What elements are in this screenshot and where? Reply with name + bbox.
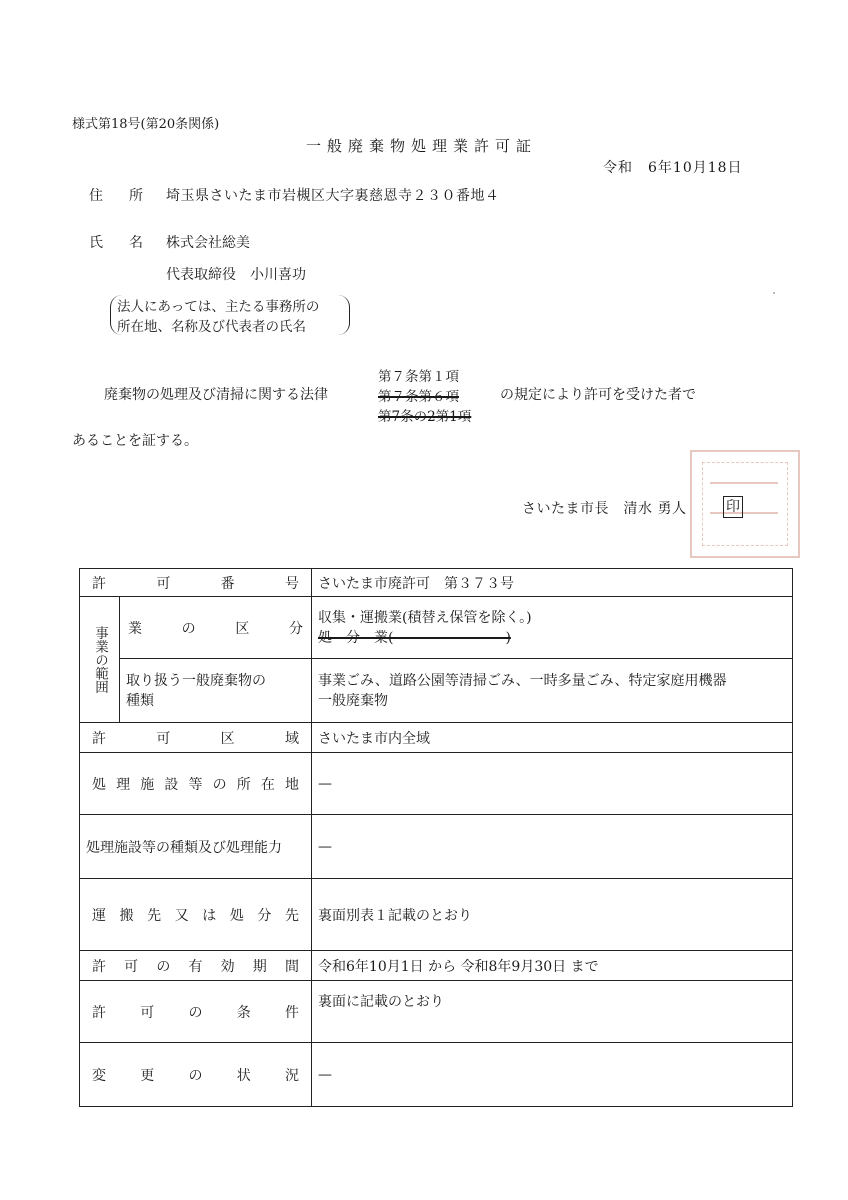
validity-value: 令和6年10月1日 から 令和8年9月30日 まで (312, 951, 793, 981)
waste-types-value (312, 659, 793, 723)
label-char: の (181, 620, 196, 637)
conditions-label (80, 981, 312, 1043)
label-char: 先 (284, 907, 299, 924)
area-value: さいたま市内全域 (312, 723, 793, 753)
corporate-note-line2: 所在地、名称及び代表者の氏名 (117, 319, 306, 335)
waste-types-label-1: 取り扱う一般廃棄物の (126, 672, 266, 689)
seal-mark: 印 (723, 496, 743, 518)
table-row (80, 981, 793, 1043)
facility-location-label (80, 753, 312, 815)
label-char: 間 (284, 958, 299, 975)
scope-label-text: 事業の範囲 (92, 625, 108, 694)
label-char: は (202, 907, 217, 924)
official-seal-stamp (690, 450, 800, 558)
table-row (80, 723, 793, 753)
label-char: 区 (235, 620, 250, 637)
table-row (80, 951, 793, 981)
label-char: 件 (285, 1004, 299, 1021)
article-selected: 第７条第１項 (378, 369, 459, 385)
business-type-label (120, 597, 312, 659)
waste-types-label (120, 659, 312, 723)
scope-label (80, 597, 120, 723)
article-struck-1: 第７条第６項 (378, 389, 459, 405)
label-char: 分 (257, 907, 272, 924)
business-type-selected: 収集・運搬業(積替え保管を除く。) (318, 609, 532, 626)
label-char: 設 (164, 776, 179, 793)
conditions-value: 裏面に記載のとおり (312, 981, 793, 1043)
label-char: 搬 (119, 907, 134, 924)
table-row (80, 753, 793, 815)
label-char: 施 (140, 776, 155, 793)
label-char: 可 (140, 1004, 155, 1021)
changes-label (80, 1043, 312, 1107)
waste-types-label-2: 種類 (126, 692, 154, 709)
mayor-name: さいたま市長 清水 勇人 (522, 501, 687, 517)
label-char: 先 (147, 907, 162, 924)
area-label (80, 723, 312, 753)
label-char: 理 (116, 776, 131, 793)
label-char: の (156, 958, 171, 975)
label-char: 更 (140, 1067, 155, 1084)
label-char: 地 (285, 776, 299, 793)
label-char: 可 (124, 958, 139, 975)
spread-label (86, 905, 305, 925)
label-char: 号 (284, 575, 299, 592)
label-char: 番 (220, 575, 235, 592)
spread-label (126, 618, 305, 638)
address-value: 埼玉県さいたま市岩槻区大字裏慈恩寺２３０番地４ (166, 188, 500, 204)
address-label: 住所 (89, 188, 169, 204)
document-title: 一般廃棄物処理業許可証 (306, 137, 538, 155)
article-struck-2: 第7条の2第1項 (378, 409, 472, 425)
label-char: 業 (128, 620, 142, 637)
label-char: 況 (285, 1067, 299, 1084)
facility-location-value: — (312, 753, 793, 815)
destination-label (80, 879, 312, 951)
label-char: 有 (188, 958, 203, 975)
business-type-struck: 処 分 業( ) (318, 629, 511, 646)
label-char: 又 (174, 907, 189, 924)
label-char: の (188, 1004, 203, 1021)
table-row (80, 569, 793, 597)
waste-types-value-2: 一般廃棄物 (318, 692, 388, 709)
spread-label (86, 774, 305, 794)
permit-number-value: さいたま市廃許可 第３７３号 (312, 569, 793, 597)
name-label: 氏名 (89, 235, 169, 251)
facility-type-label: 処理施設等の種類及び処理能力 (80, 815, 312, 879)
label-char: 許 (92, 958, 106, 975)
form-number: 様式第18号(第20条関係) (72, 117, 220, 132)
facility-type-value: — (312, 815, 793, 879)
label-char: 状 (236, 1067, 251, 1084)
label-char: 条 (236, 1004, 251, 1021)
label-char: 域 (284, 730, 299, 747)
spread-label (86, 728, 305, 748)
law-name: 廃棄物の処理及び清掃に関する法律 (104, 387, 328, 403)
label-char: 許 (92, 575, 106, 592)
label-char: 許 (92, 730, 106, 747)
law-suffix: の規定により許可を受けた者で (500, 387, 696, 403)
label-char: 効 (220, 958, 235, 975)
label-char: 変 (92, 1067, 106, 1084)
certification-text: あることを証する。 (72, 433, 198, 449)
spread-label (86, 573, 305, 593)
label-char: 等 (188, 776, 203, 793)
issue-date: 令和 6年10月18日 (603, 160, 743, 176)
label-char: 許 (92, 1004, 106, 1021)
corporate-note-line1: 法人にあっては、主たる事務所の (117, 299, 320, 315)
representative: 代表取締役 小川喜功 (166, 267, 306, 283)
label-char: 期 (252, 958, 267, 975)
scan-speck (773, 292, 775, 294)
table-row (80, 659, 793, 723)
permit-number-label (80, 569, 312, 597)
label-char: 運 (92, 907, 106, 924)
table-row (80, 597, 793, 659)
business-type-value (312, 597, 793, 659)
company-name: 株式会社総美 (166, 235, 250, 251)
spread-label (86, 956, 305, 976)
label-char: の (212, 776, 227, 793)
table-row (80, 879, 793, 951)
label-char: の (188, 1067, 203, 1084)
label-char: 処 (92, 776, 106, 793)
permit-details-table (79, 568, 793, 1107)
label-char: 在 (260, 776, 275, 793)
validity-label (80, 951, 312, 981)
label-char: 可 (156, 575, 171, 592)
label-char: 分 (288, 620, 303, 637)
label-char: 処 (229, 907, 244, 924)
label-char: 所 (236, 776, 251, 793)
table-row (80, 1043, 793, 1107)
waste-types-value-1: 事業ごみ、道路公園等清掃ごみ、一時多量ごみ、特定家庭用機器 (318, 672, 727, 689)
table-row (80, 815, 793, 879)
label-char: 可 (156, 730, 171, 747)
label-char: 区 (220, 730, 235, 747)
spread-label (86, 1002, 305, 1022)
changes-value: — (312, 1043, 793, 1107)
corporate-note (110, 295, 350, 335)
spread-label (86, 1065, 305, 1085)
article-options (378, 367, 471, 427)
destination-value: 裏面別表１記載のとおり (312, 879, 793, 951)
